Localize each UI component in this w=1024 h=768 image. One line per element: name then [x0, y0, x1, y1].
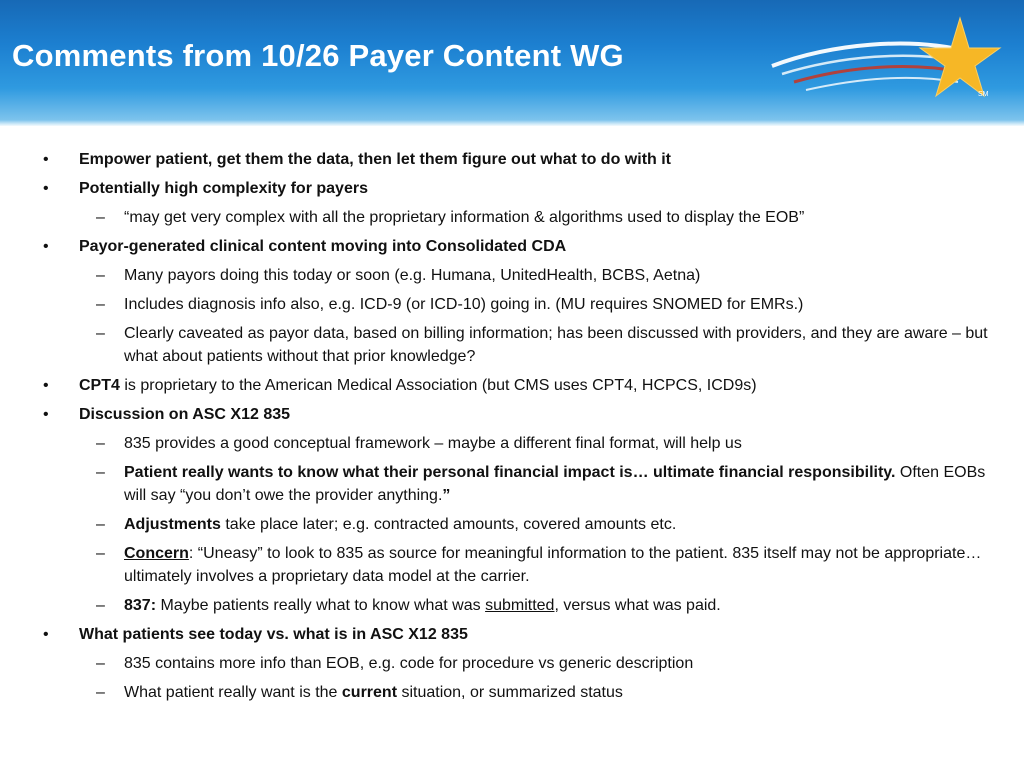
text-run: Potentially high complexity for payers	[79, 180, 368, 197]
sub-bullet-item	[40, 652, 1000, 675]
sub-bullet-item	[40, 293, 1000, 316]
bullet-marker: •	[43, 626, 49, 643]
dash-marker: –	[96, 296, 105, 313]
sub-bullet-item	[40, 461, 1000, 507]
text-run: 835 provides a good conceptual framework – maybe a different final format, will help us	[124, 435, 742, 452]
dash-marker: –	[96, 516, 105, 533]
bullet-text	[124, 516, 676, 533]
bullet-list	[40, 148, 1000, 710]
bullet-text	[79, 377, 757, 394]
bullet-text	[124, 209, 804, 226]
dash-marker: –	[96, 435, 105, 452]
bullet-text	[79, 626, 468, 643]
text-run: Adjustments	[124, 516, 221, 533]
text-run: 837:	[124, 597, 157, 614]
bullet-text	[124, 296, 803, 313]
text-run: “may get very complex with all the proprietary information & algorithms used to display the EOB”	[124, 209, 805, 226]
text-run: Payor-generated clinical content moving into Consolidated CDA	[79, 238, 567, 255]
bullet-item	[40, 148, 1000, 171]
text-run: take place later; e.g. contracted amounts, covered amounts etc.	[220, 516, 677, 533]
dash-marker: –	[96, 267, 105, 284]
text-run: What patient really want is the	[124, 684, 342, 701]
dash-marker: –	[96, 597, 105, 614]
bullet-text	[124, 655, 693, 672]
sub-bullet-item	[40, 542, 1000, 588]
text-run: CPT4	[79, 377, 120, 394]
text-run: Empower patient, get them the data, then let them figure out what to do with it	[79, 151, 672, 168]
text-run: submitted	[485, 597, 555, 614]
sub-bullet-item	[40, 264, 1000, 287]
dash-marker: –	[96, 209, 105, 226]
star-logo-icon	[770, 0, 1024, 126]
dash-marker: –	[96, 464, 105, 481]
bullet-text	[79, 238, 566, 255]
sub-bullet-item	[40, 206, 1000, 229]
text-run: current	[341, 684, 398, 701]
sub-bullet-item	[40, 681, 1000, 704]
bullet-text	[79, 151, 671, 168]
bullet-marker: •	[43, 406, 49, 423]
bullet-marker: •	[43, 238, 49, 255]
dash-marker: –	[96, 545, 105, 562]
bullet-text	[124, 464, 985, 504]
dash-marker: –	[96, 325, 105, 342]
sub-bullet-item	[40, 594, 1000, 617]
text-run: Patient really wants to know what their personal financial impact is… ultimate financial responsibility.	[124, 464, 896, 481]
slide-title: Comments from 10/26 Payer Content WG	[12, 38, 624, 73]
logo	[770, 0, 1024, 126]
dash-marker: –	[96, 684, 105, 701]
text-run: Clearly caveated as payor data, based on billing information; has been discussed with providers, and they are aware – but what about patients without that prior knowledge?	[124, 325, 988, 365]
text-run: Discussion on ASC X12 835	[79, 406, 291, 423]
text-run: 835 contains more info than EOB, e.g. code for procedure vs generic description	[124, 655, 694, 672]
bullet-item	[40, 177, 1000, 200]
service-mark: SM	[978, 91, 989, 98]
bullet-text	[124, 435, 742, 452]
bullet-item	[40, 374, 1000, 397]
text-run: Often EOBs will say “you don’t owe the provider anything.	[124, 464, 986, 504]
bullet-item	[40, 623, 1000, 646]
text-run: Concern	[124, 545, 189, 562]
sub-bullet-item	[40, 513, 1000, 536]
dash-marker: –	[96, 655, 105, 672]
text-run: What patients see today vs. what is in ASC X12 835	[79, 626, 468, 643]
sub-bullet-item	[40, 322, 1000, 368]
text-run: Many payors doing this today or soon (e.g. Humana, UnitedHealth, BCBS, Aetna)	[124, 267, 701, 284]
bullet-item	[40, 403, 1000, 426]
bullet-text	[124, 684, 623, 701]
text-run: , versus what was paid.	[554, 597, 721, 614]
text-run: situation, or summarized status	[397, 684, 623, 701]
bullet-text	[124, 267, 700, 284]
sub-bullet-item	[40, 432, 1000, 455]
bullet-text	[79, 406, 290, 423]
bullet-marker: •	[43, 377, 49, 394]
bullet-item	[40, 235, 1000, 258]
bullet-text	[124, 545, 981, 585]
bullet-text	[124, 597, 721, 614]
text-run: is proprietary to the American Medical Association (but CMS uses CPT4, HCPCS, ICD9s)	[119, 377, 757, 394]
text-run: ”	[442, 487, 451, 504]
bullet-text	[124, 325, 988, 365]
text-run: Maybe patients really what to know what was	[156, 597, 486, 614]
bullet-marker: •	[43, 151, 49, 168]
text-run: Includes diagnosis info also, e.g. ICD-9 (or ICD-10) going in. (MU requires SNOMED for EMRs.)	[124, 296, 804, 313]
bullet-marker: •	[43, 180, 49, 197]
bullet-text	[79, 180, 368, 197]
slide-header	[0, 0, 1024, 126]
text-run: : “Uneasy” to look to 835 as source for meaningful information to the patient. 835 itself may not be appropriate… ultimately involves a proprietary data model at the carrier.	[124, 545, 982, 585]
